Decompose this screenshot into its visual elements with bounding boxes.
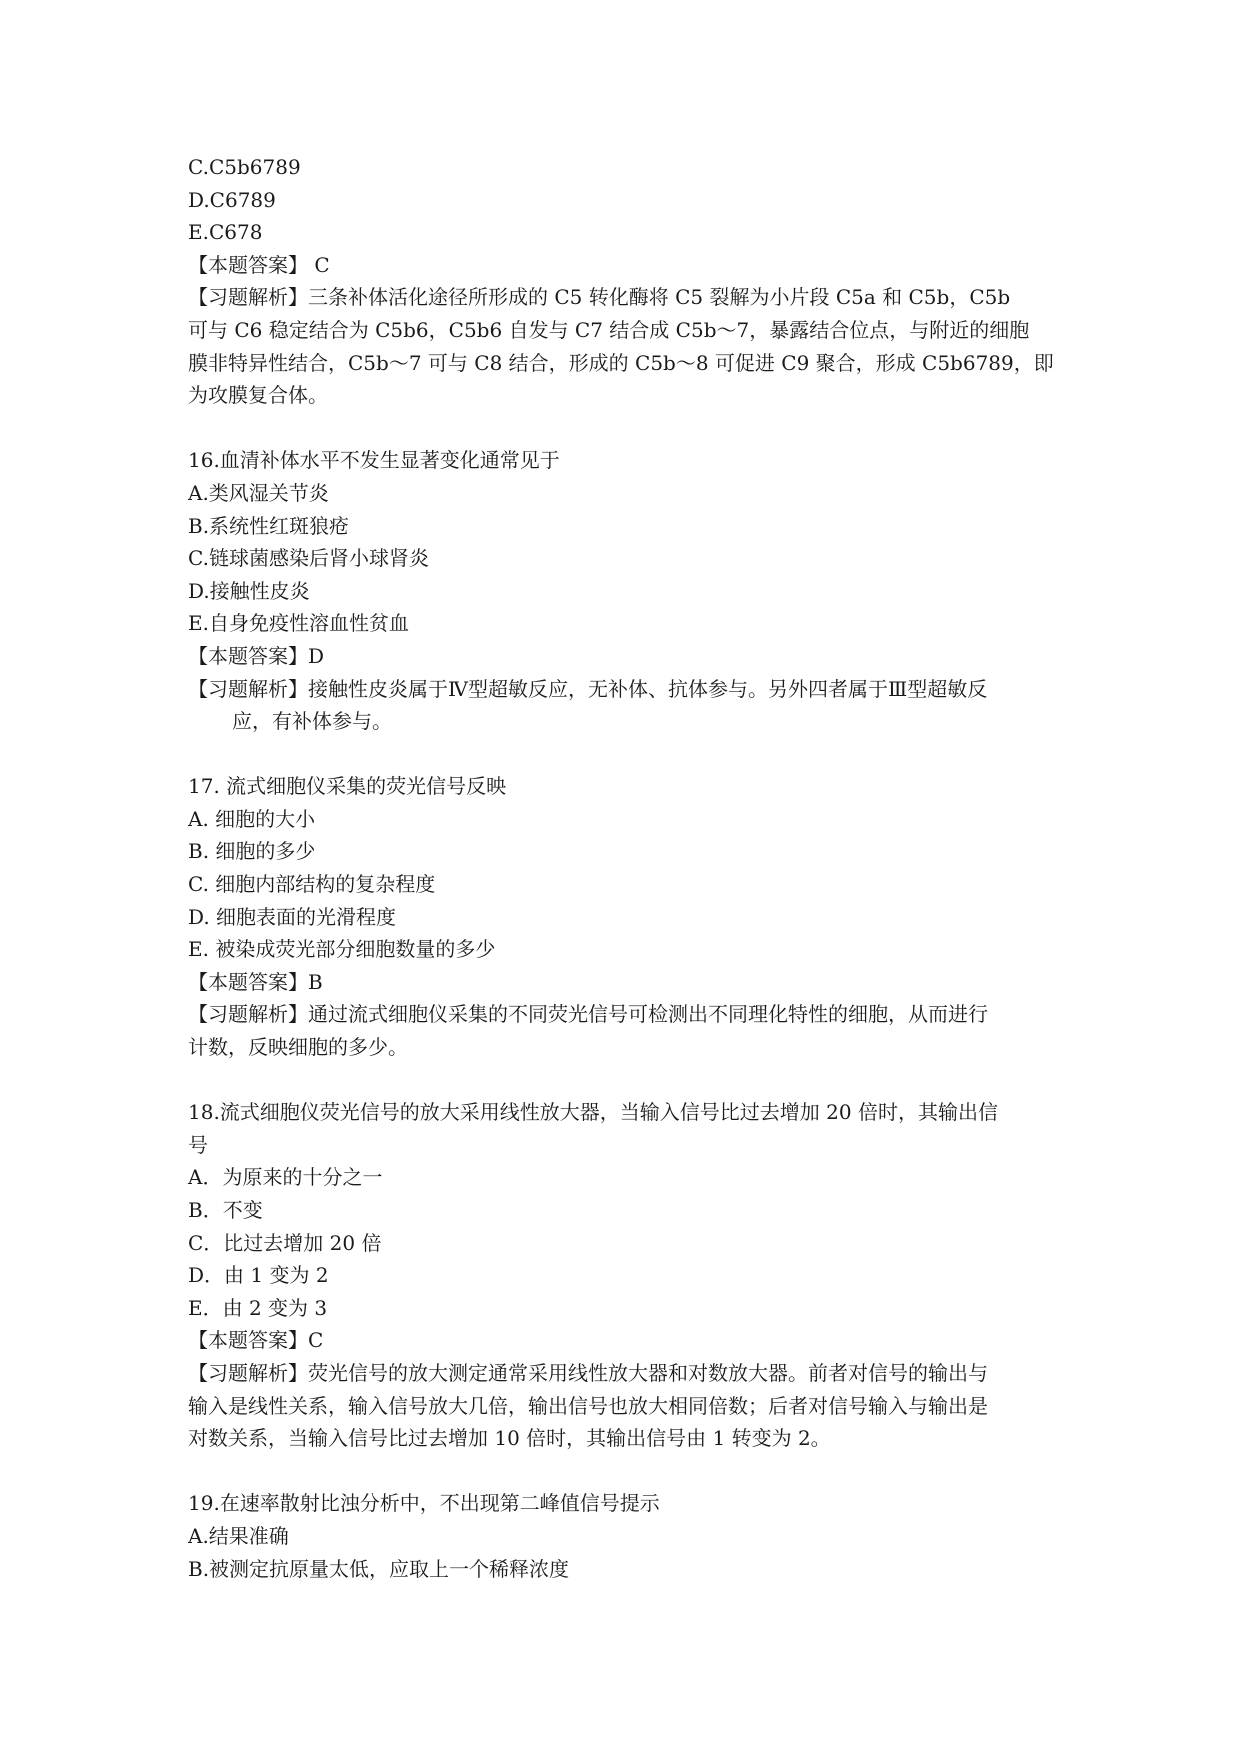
option-c: C．比过去增加 20 倍 (188, 1230, 382, 1255)
analysis-line: 对数关系，当输入信号比过去增加 10 倍时，其输出信号由 1 转变为 2。 (188, 1426, 831, 1451)
question-text: 19.在速率散射比浊分析中，不出现第二峰值信号提示 (188, 1491, 660, 1516)
spacer (188, 1455, 1058, 1488)
option-e: E．由 2 变为 3 (188, 1295, 328, 1320)
question-16 (188, 444, 1058, 737)
option-d: D.接触性皮炎 (188, 578, 310, 603)
answer-line: 【本题答案】 C (188, 252, 330, 277)
analysis-line: 计数，反映细胞的多少。 (188, 1035, 408, 1060)
option-e: E.C678 (188, 220, 263, 245)
answer-line: 【本题答案】C (188, 1328, 324, 1353)
option-a: A.类风湿关节炎 (188, 480, 329, 505)
spacer (188, 738, 1058, 771)
question-17 (188, 770, 1058, 1063)
question-15-tail (188, 151, 1058, 412)
option-b: B．不变 (188, 1198, 263, 1222)
option-b: B. 细胞的多少 (188, 839, 316, 864)
analysis-line: 【习题解析】三条补体活化途径所形成的 C5 转化酶将 C5 裂解为小片段 C5a 和 C5b，C5b (188, 285, 1011, 310)
question-text: 号 (188, 1132, 208, 1157)
spacer (188, 1064, 1058, 1097)
option-d: D.C6789 (188, 187, 276, 212)
analysis-line: 【习题解析】接触性皮炎属于Ⅳ型超敏反应，无补体、抗体参与。另外四者属于Ⅲ型超敏反 (188, 676, 988, 701)
document-page (188, 151, 1058, 1585)
option-c: C.C5b6789 (188, 155, 301, 179)
question-text: 16.血清补体水平不发生显著变化通常见于 (188, 448, 560, 473)
option-e: E.自身免疫性溶血性贫血 (188, 611, 409, 636)
analysis-line: 膜非特异性结合，C5b～7 可与 C8 结合，形成的 C5b～8 可促进 C9 聚合，形成 C5b6789，即 (188, 350, 1054, 375)
analysis-line: 【习题解析】荧光信号的放大测定通常采用线性放大器和对数放大器。前者对信号的输出与 (188, 1360, 988, 1385)
option-c: C. 细胞内部结构的复杂程度 (188, 872, 436, 897)
option-e: E. 被染成荧光部分细胞数量的多少 (188, 937, 496, 962)
analysis-line: 输入是线性关系，输入信号放大几倍，输出信号也放大相同倍数；后者对信号输入与输出是 (188, 1393, 988, 1418)
analysis-line: 应，有补体参与。 (232, 709, 392, 734)
question-19 (188, 1487, 1058, 1585)
analysis-line: 【习题解析】通过流式细胞仪采集的不同荧光信号可检测出不同理化特性的细胞，从而进行 (188, 1002, 988, 1027)
option-a: A．为原来的十分之一 (188, 1165, 383, 1190)
option-c: C.链球菌感染后肾小球肾炎 (188, 546, 429, 571)
option-a: A.结果准确 (188, 1523, 289, 1548)
question-text: 18.流式细胞仪荧光信号的放大采用线性放大器，当输入信号比过去增加 20 倍时，其输出信 (188, 1100, 998, 1125)
option-d: D. 细胞表面的光滑程度 (188, 904, 397, 929)
option-b: B.被测定抗原量太低，应取上一个稀释浓度 (188, 1556, 570, 1581)
answer-line: 【本题答案】D (188, 643, 325, 668)
question-18 (188, 1096, 1058, 1455)
option-b: B.系统性红斑狼疮 (188, 513, 350, 538)
analysis-line: 为攻膜复合体。 (188, 383, 328, 408)
option-a: A. 细胞的大小 (188, 806, 316, 831)
spacer (188, 412, 1058, 445)
analysis-line: 可与 C6 稳定结合为 C5b6，C5b6 自发与 C7 结合成 C5b～7，暴露结合位点，与附近的细胞 (188, 317, 1030, 342)
answer-line: 【本题答案】B (188, 969, 323, 994)
question-text: 17. 流式细胞仪采集的荧光信号反映 (188, 774, 507, 799)
option-d: D．由 1 变为 2 (188, 1263, 329, 1288)
